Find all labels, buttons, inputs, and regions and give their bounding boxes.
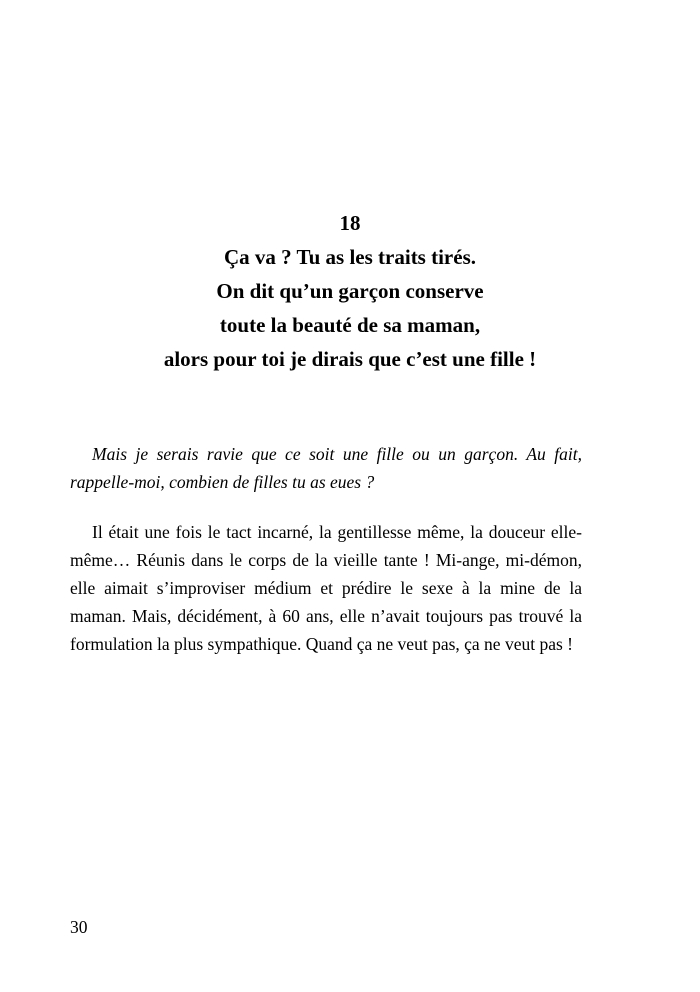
- chapter-title-line-3: toute la beauté de sa maman,: [219, 313, 481, 337]
- chapter-title-line-2: On dit qu’un garçon conserve: [216, 279, 484, 303]
- body-paragraph: Il était une fois le tact incarné, la gentillesse même, la douceur elle-même… Réunis dans le corps de la vieille tante ! Mi-ange, mi-démon, elle aimait s’improviser médium et prédire le sexe à la mine de la maman. Mais, décidément, à 60 ans, elle n’avait toujours pas trouvé la formulation la plus sympathique. Quand ça ne veut pas, ça ne veut pas !: [70, 522, 582, 654]
- chapter-title-line-4: alors pour toi je dirais que c’est une fille !: [163, 347, 537, 371]
- chapter-title-line-1: Ça va ? Tu as les traits tirés.: [224, 245, 476, 269]
- chapter-heading: [70, 206, 630, 376]
- italic-paragraph: Mais je serais ravie que ce soit une fille ou un garçon. Au fait, rappelle-moi, combien de filles tu as eues ?: [70, 444, 582, 492]
- chapter-number: 18: [339, 211, 361, 235]
- page-number: 30: [70, 917, 88, 937]
